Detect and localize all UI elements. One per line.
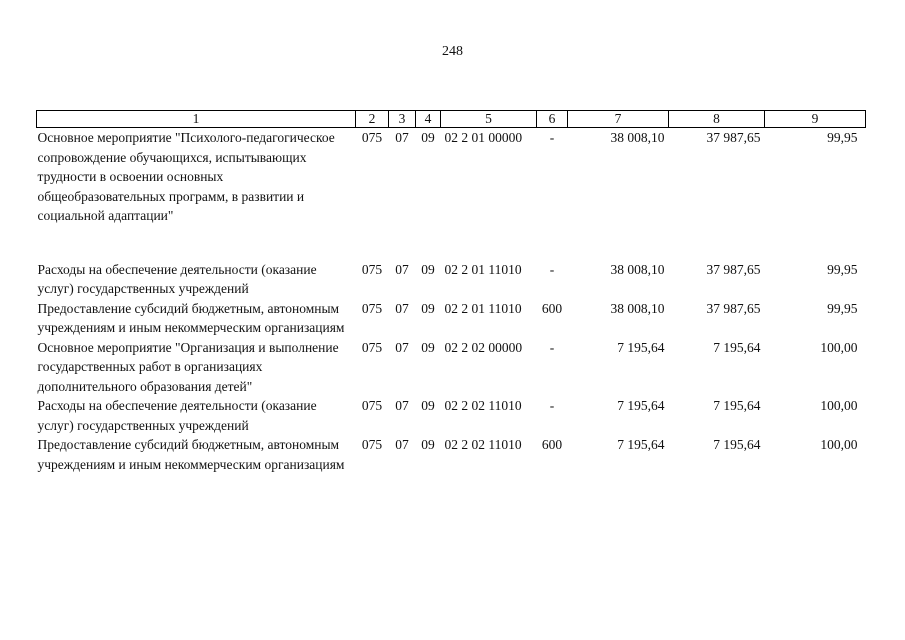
row-code-ministry: 075 [361,398,383,413]
row-code-expense-type: - [549,130,555,145]
row-value-percent: 100,00 [820,339,858,355]
row-code-expense-type: - [549,398,555,413]
row-code-ministry: 075 [361,261,383,277]
budget-table-container [36,110,865,474]
row-value-executed: 37 987,65 [706,261,761,277]
column-header-8: 8 [669,111,765,128]
column-header-3: 3 [389,111,416,128]
row-code-section: 07 [395,261,409,277]
row-code-ministry: 075 [361,130,383,145]
row-code-section: 07 [395,398,409,413]
row-name: Предоставление субсидий бюджетным, автономным учреждениям и иным некоммерческим организациям [37,300,345,335]
column-header-9: 9 [765,111,866,128]
column-header-1: 1 [37,111,356,128]
row-code-ministry: 075 [361,437,383,452]
row-code-target: 02 2 01 00000 [444,130,523,145]
row-value-percent: 99,95 [827,261,858,277]
row-value-planned: 38 008,10 [610,300,665,316]
row-code-target: 02 2 02 11010 [444,437,522,452]
row-code-section: 07 [395,300,409,316]
column-header-6: 6 [537,111,568,128]
row-code-section: 07 [395,437,409,452]
budget-table [36,110,866,474]
row-value-executed: 7 195,64 [713,398,761,413]
column-header-2: 2 [356,111,389,128]
row-value-percent: 99,95 [827,300,858,316]
row-name: Расходы на обеспечение деятельности (оказание услуг) государственных учреждений [37,261,317,296]
page-number: 248 [442,44,463,59]
table-row [37,396,866,435]
table-header [37,111,866,128]
row-value-executed: 37 987,65 [706,130,761,145]
row-code-subsection: 09 [421,339,435,355]
row-code-subsection: 09 [421,261,435,277]
row-value-executed: 7 195,64 [713,339,761,355]
row-code-subsection: 09 [421,300,435,316]
row-name: Предоставление субсидий бюджетным, автономным учреждениям и иным некоммерческим организациям [37,437,345,472]
column-header-5: 5 [441,111,537,128]
row-code-target: 02 2 01 11010 [444,300,522,316]
row-code-expense-type: - [549,261,555,277]
row-code-target: 02 2 01 11010 [444,261,522,277]
row-code-section: 07 [395,339,409,355]
row-code-subsection: 09 [421,130,435,145]
row-value-planned: 38 008,10 [610,261,665,277]
row-code-section: 07 [395,130,409,145]
row-code-subsection: 09 [421,437,435,452]
row-code-subsection: 09 [421,398,435,413]
row-value-planned: 7 195,64 [617,437,665,452]
table-row [37,435,866,474]
row-value-executed: 7 195,64 [713,437,761,452]
header-row [37,111,866,128]
row-name: Основное мероприятие "Организация и выполнение государственных работ в организациях дополнительного образования детей" [37,339,339,394]
row-value-planned: 7 195,64 [617,398,665,413]
table-row [37,128,866,226]
row-value-planned: 38 008,10 [610,130,665,145]
row-code-expense-type: 600 [541,300,563,316]
row-name: Расходы на обеспечение деятельности (оказание услуг) государственных учреждений [37,398,317,433]
row-code-target: 02 2 02 00000 [444,339,523,355]
row-code-target: 02 2 02 11010 [444,398,522,413]
row-value-percent: 100,00 [820,437,858,452]
row-code-expense-type: 600 [541,437,563,452]
table-row [37,260,866,299]
row-name: Основное мероприятие "Психолого-педагогическое сопровождение обучающихся, испытывающих трудности в освоении основных общеобразовательных программ, в развитии и социальной адаптации" [37,130,335,223]
row-code-ministry: 075 [361,300,383,316]
row-spacer [37,226,866,260]
table-row [37,338,866,397]
row-value-planned: 7 195,64 [617,339,665,355]
row-code-ministry: 075 [361,339,383,355]
row-value-percent: 100,00 [820,398,858,413]
table-body [37,128,866,475]
row-value-executed: 37 987,65 [706,300,761,316]
row-spacer-cell [37,226,866,260]
row-code-expense-type: - [549,339,555,355]
table-row [37,299,866,338]
column-header-7: 7 [568,111,669,128]
row-value-percent: 99,95 [827,130,858,145]
column-header-4: 4 [416,111,441,128]
